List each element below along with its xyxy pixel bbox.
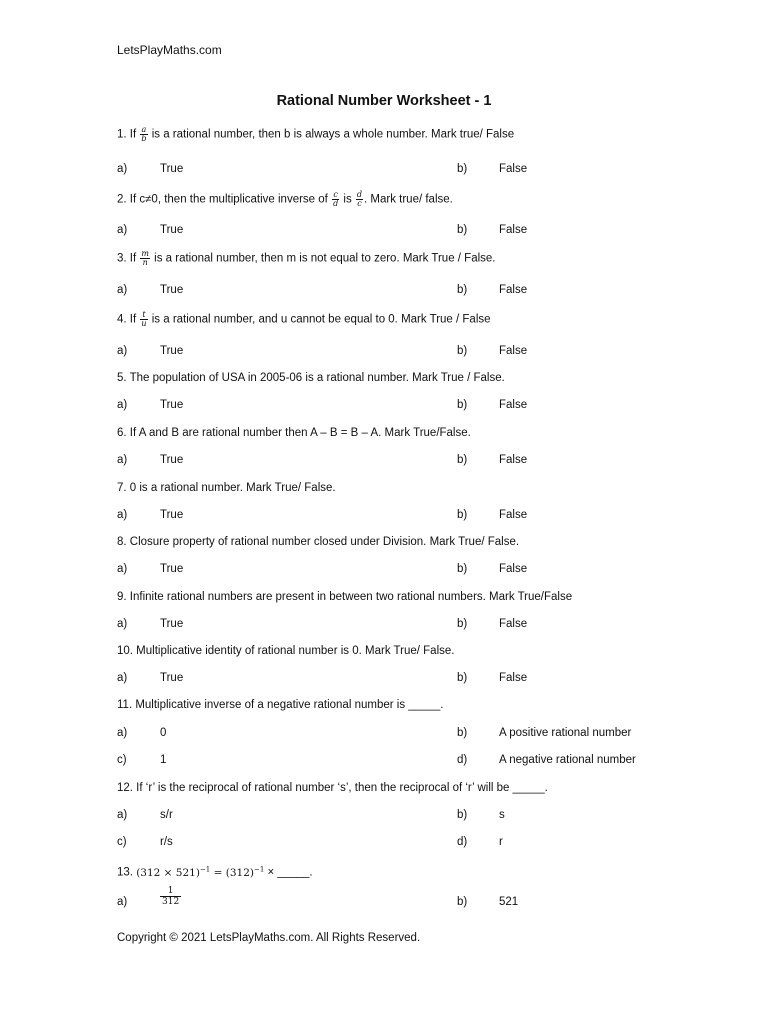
question-text: 3. If: [117, 252, 140, 265]
option-value: True: [160, 224, 184, 236]
math-rhs: (312): [225, 866, 254, 879]
option-label: c): [117, 754, 127, 766]
fraction: [160, 886, 181, 907]
question-text: 1. If: [117, 128, 140, 141]
fraction-numerator: d: [356, 190, 363, 199]
option-label: a): [117, 224, 128, 236]
option-value: r: [499, 836, 503, 848]
option-label: d): [457, 754, 468, 766]
option-value: False: [499, 345, 528, 357]
option-value: False: [499, 509, 528, 521]
question-9: 9. Infinite rational numbers are present in between two rational numbers. Mark True/False: [117, 591, 573, 603]
math-equals: =: [210, 866, 226, 879]
question-text: 4. If: [117, 313, 140, 326]
option-value: True: [160, 672, 184, 684]
option-label: b): [457, 399, 468, 411]
question-2: [117, 191, 453, 208]
fraction: [356, 191, 363, 208]
option-value: True: [160, 284, 184, 296]
option-label: c): [117, 836, 127, 848]
question-text: is a rational number, and u cannot be equal to 0. Mark True / False: [148, 313, 491, 326]
option-value: False: [499, 284, 528, 296]
option-value: 1: [160, 754, 167, 766]
option-label: b): [457, 345, 468, 357]
question-11: 11. Multiplicative inverse of a negative rational number is _____.: [117, 699, 444, 711]
option-value: 0: [160, 727, 167, 739]
question-5: 5. The population of USA in 2005-06 is a rational number. Mark True / False.: [117, 372, 505, 384]
question-4: [117, 311, 491, 328]
option-label: a): [117, 563, 128, 575]
option-label: b): [457, 563, 468, 575]
math-lhs: (312 × 521): [136, 866, 200, 879]
option-value: True: [160, 618, 184, 630]
fraction: [140, 250, 150, 267]
option-value: True: [160, 563, 184, 575]
option-label: a): [117, 618, 128, 630]
fraction-numerator: t: [142, 310, 146, 319]
fraction-denominator: u: [141, 319, 147, 328]
option-value: 521: [499, 896, 519, 908]
fraction: [140, 126, 147, 143]
option-label: a): [117, 509, 128, 521]
option-label: a): [117, 399, 128, 411]
fraction-numerator: c: [333, 190, 338, 199]
option-value: True: [160, 163, 184, 175]
option-label: a): [117, 345, 128, 357]
question-8: 8. Closure property of rational number closed under Division. Mark True/ False.: [117, 536, 520, 548]
option-value: s/r: [160, 809, 173, 821]
page-title: Rational Number Worksheet - 1: [276, 93, 492, 109]
option-label: b): [457, 672, 468, 684]
question-6: 6. If A and B are rational number then A – B = B – A. Mark True/False.: [117, 427, 471, 439]
fraction-numerator: a: [141, 125, 147, 134]
option-value: r/s: [160, 836, 173, 848]
option-label: b): [457, 727, 468, 739]
option-label: b): [457, 809, 468, 821]
math-exponent: −1: [253, 865, 265, 873]
question-1: [117, 126, 514, 143]
question-text: is a rational number, then b is always a whole number. Mark true/ False: [148, 128, 515, 141]
option-value: s: [499, 809, 505, 821]
math-exponent: −1: [199, 865, 211, 873]
option-value: True: [160, 454, 184, 466]
question-text: is: [340, 193, 355, 206]
fraction: [332, 191, 339, 208]
option-value: True: [160, 345, 184, 357]
question-text: 13.: [117, 866, 137, 879]
site-name: LetsPlayMaths.com: [117, 43, 222, 57]
fraction-denominator: b: [141, 134, 147, 143]
option-value: A negative rational number: [499, 754, 636, 766]
option-label: b): [457, 509, 468, 521]
question-text: . Mark true/ false.: [364, 193, 453, 206]
option-value: False: [499, 399, 528, 411]
option-label: b): [457, 163, 468, 175]
fraction-denominator: 312: [162, 897, 180, 907]
option-value: False: [499, 618, 528, 630]
option-label: a): [117, 809, 128, 821]
question-7: 7. 0 is a rational number. Mark True/ False.: [117, 482, 336, 494]
copyright-footer: Copyright © 2021 LetsPlayMaths.com. All Rights Reserved.: [117, 932, 421, 944]
fraction-denominator: c: [357, 199, 362, 208]
option-label: a): [117, 284, 128, 296]
question-10: 10. Multiplicative identity of rational number is 0. Mark True/ False.: [117, 645, 455, 657]
option-value: False: [499, 563, 528, 575]
option-value: False: [499, 454, 528, 466]
option-label: b): [457, 284, 468, 296]
fraction-numerator: 1: [160, 886, 181, 897]
option-value: False: [499, 672, 528, 684]
option-label: b): [457, 896, 468, 908]
option-label: a): [117, 163, 128, 175]
math-expression: [136, 867, 264, 879]
fraction-denominator: n: [142, 258, 148, 267]
option-label: b): [457, 224, 468, 236]
option-value: True: [160, 509, 184, 521]
option-label: a): [117, 672, 128, 684]
option-value: True: [160, 399, 184, 411]
question-text: 2. If c≠0, then the multiplicative inverse of: [117, 193, 332, 206]
option-label: b): [457, 454, 468, 466]
question-3: [117, 250, 496, 267]
fraction: [140, 311, 147, 328]
option-label: a): [117, 727, 128, 739]
fraction-numerator: m: [141, 249, 149, 258]
fraction-denominator: d: [333, 199, 339, 208]
question-13: [117, 861, 313, 881]
option-label: b): [457, 618, 468, 630]
option-value: A positive rational number: [499, 727, 632, 739]
question-text: × _____.: [264, 866, 313, 879]
option-value: False: [499, 224, 528, 236]
option-label: d): [457, 836, 468, 848]
option-value: [160, 886, 181, 907]
option-value: False: [499, 163, 528, 175]
option-label: a): [117, 454, 128, 466]
option-label: a): [117, 896, 128, 908]
question-12: 12. If ‘r’ is the reciprocal of rational number ‘s’, then the reciprocal of ‘r’ will be _____.: [117, 782, 548, 794]
question-text: is a rational number, then m is not equal to zero. Mark True / False.: [150, 252, 496, 265]
